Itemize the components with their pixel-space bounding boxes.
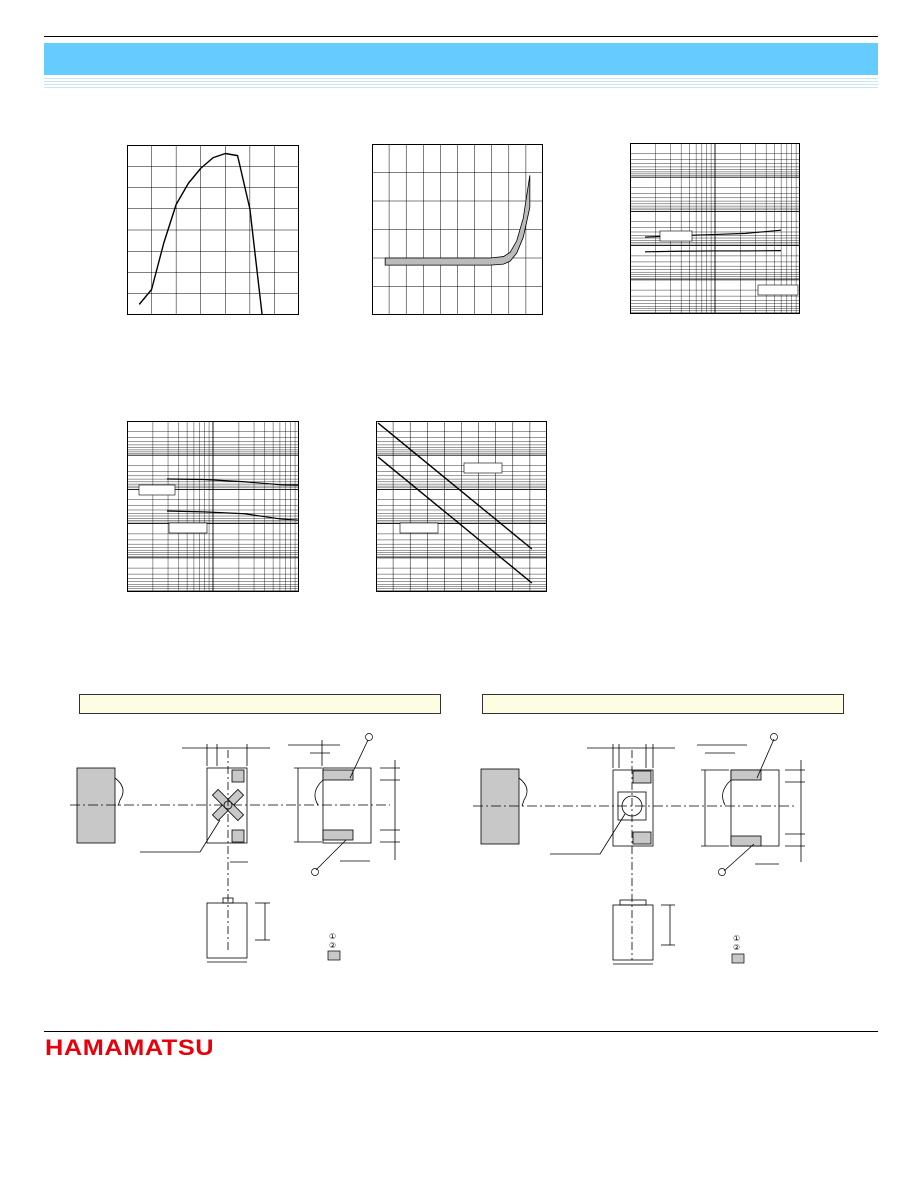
dimensional-outline-right (465, 730, 825, 970)
marker-1-left: ① (329, 932, 337, 941)
hamamatsu-logo: HAMAMATSU (45, 1035, 215, 1060)
dimension-label-box-left (79, 694, 441, 714)
chart-temperature-characteristic (372, 144, 543, 315)
legend-swatch-right (732, 954, 744, 963)
top-rule (44, 36, 878, 37)
marker-2-right: ② (733, 943, 741, 952)
series-line-1 (167, 511, 299, 522)
dimensional-outline-left (60, 730, 420, 970)
chart-spectral-response (127, 145, 299, 315)
marker-2-left: ② (329, 941, 337, 950)
marker-1-right: ① (733, 934, 741, 943)
series-line-0 (167, 479, 299, 485)
banner-stripes (44, 78, 878, 88)
series-line-1 (645, 251, 781, 252)
legend-swatch-left (328, 951, 340, 960)
side-package-left (77, 768, 115, 843)
dimension-label-box-right (482, 694, 844, 714)
chart-log-response-a (630, 143, 800, 314)
chart-semilog-decay (376, 421, 547, 592)
footer-rule (44, 1031, 878, 1032)
chart-log-response-b (127, 421, 299, 592)
header-banner (44, 43, 878, 75)
